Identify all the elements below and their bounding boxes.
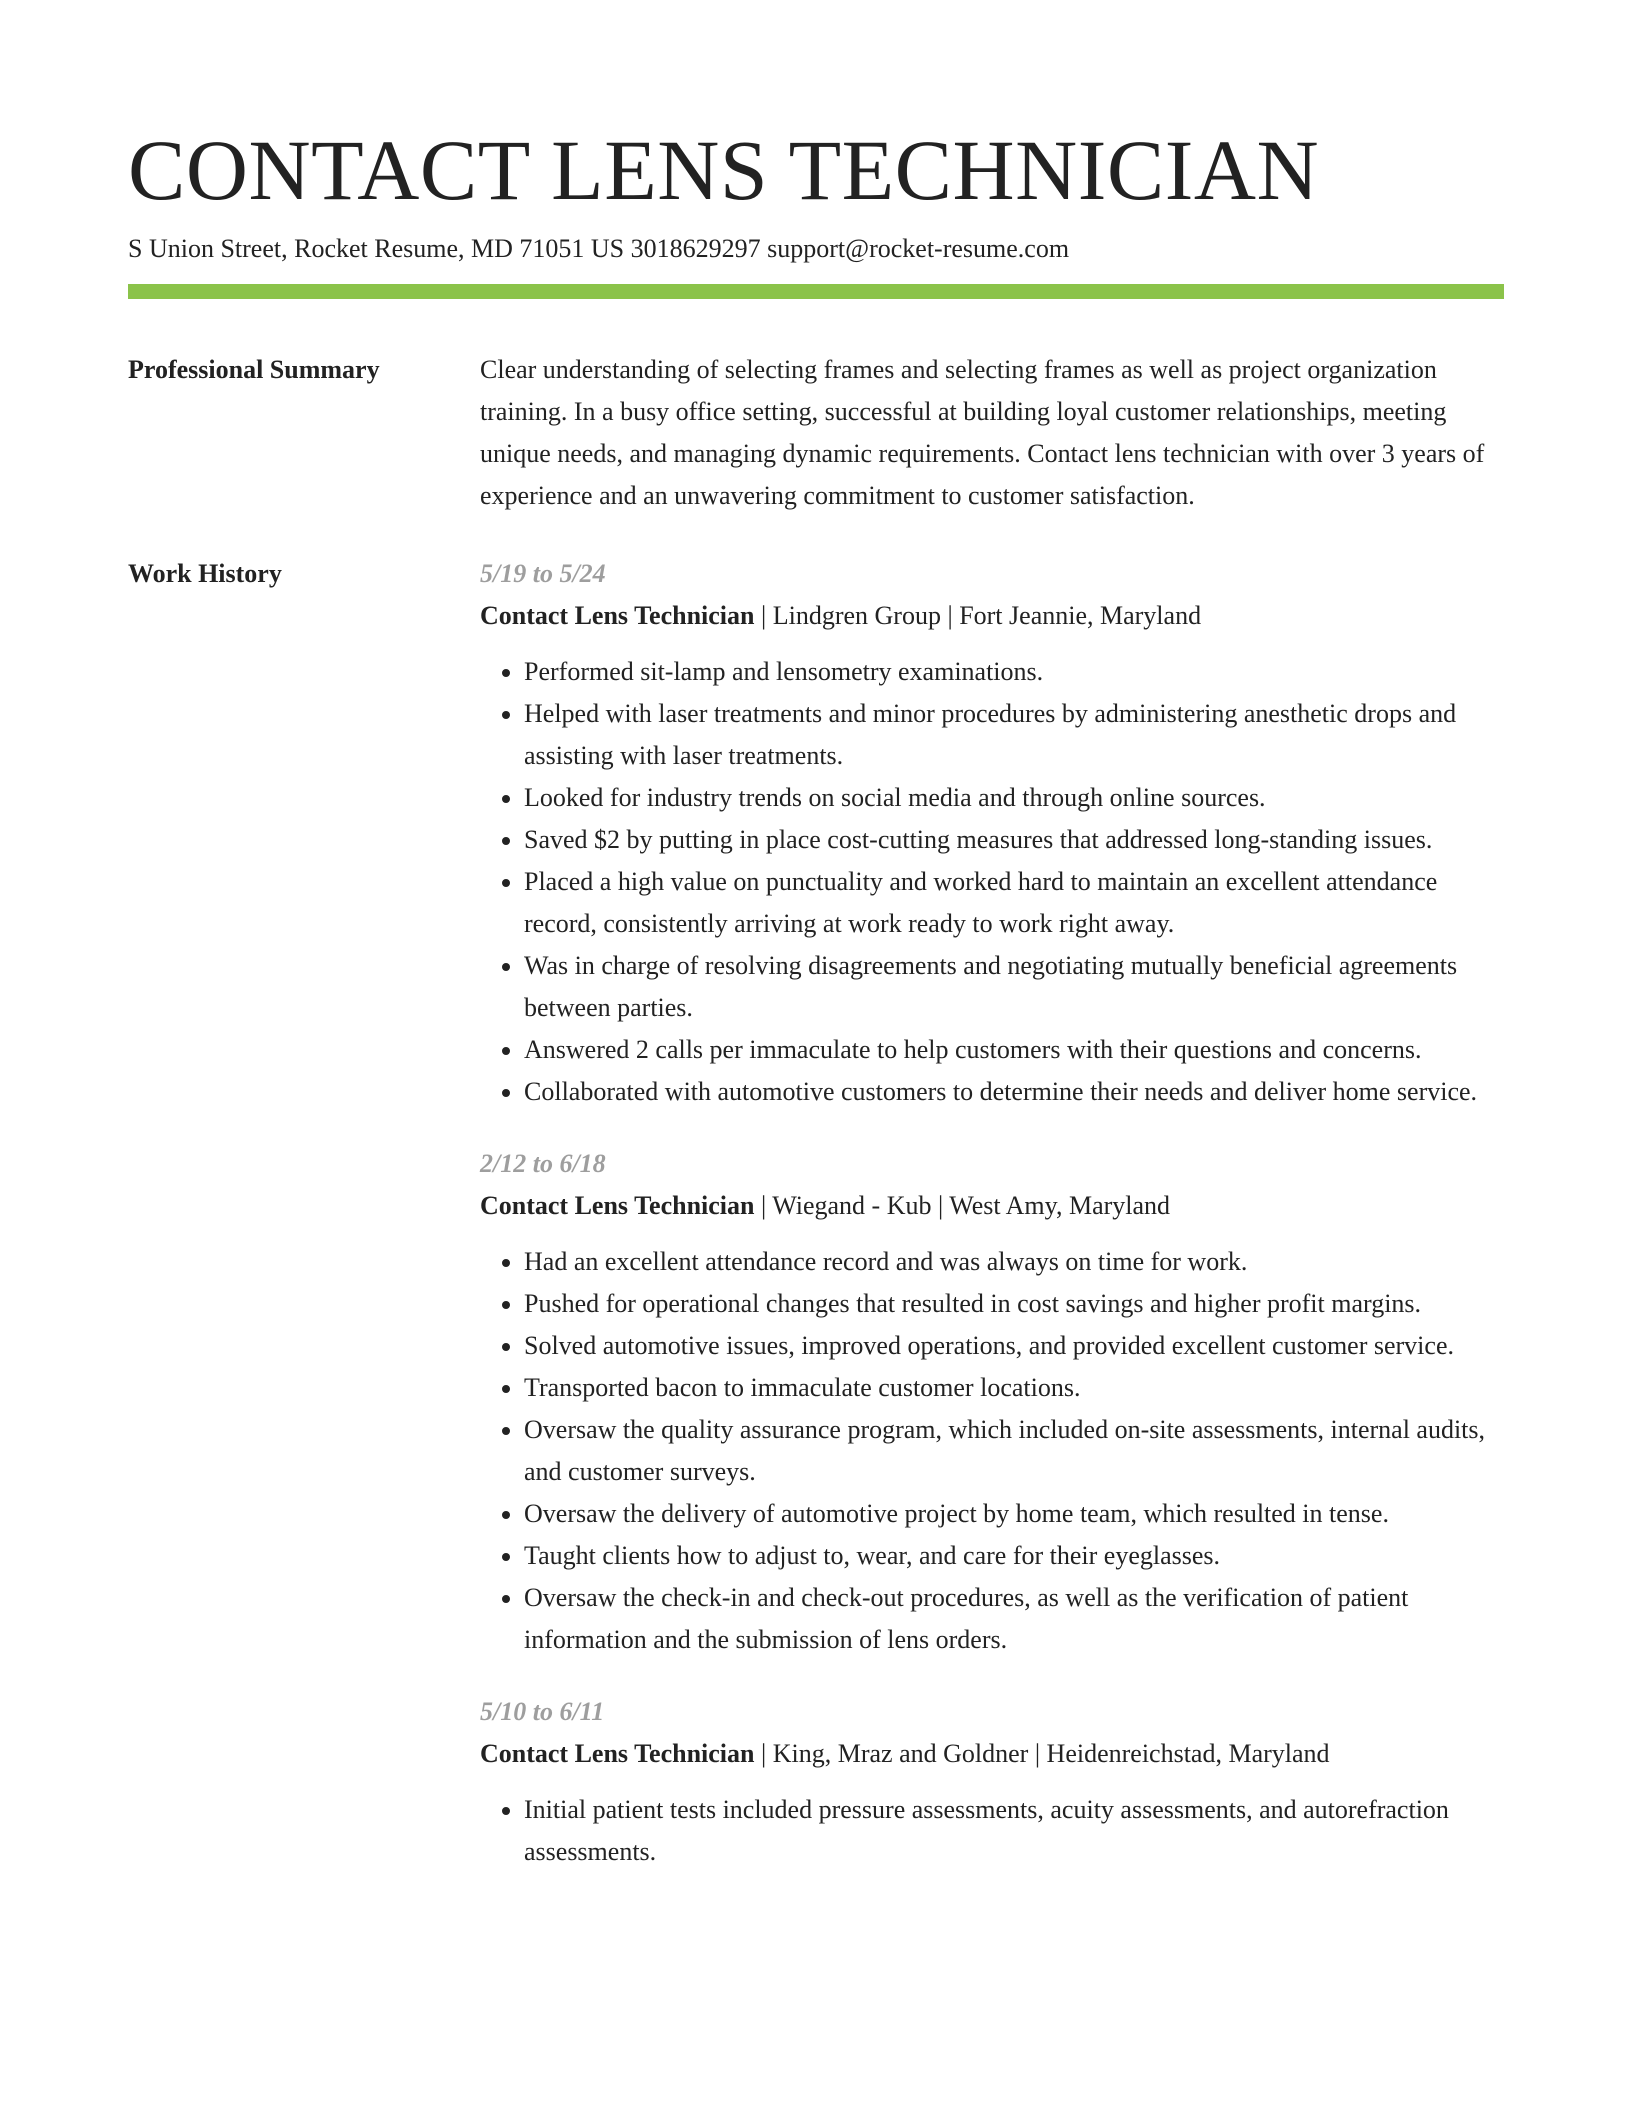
job-bullet: • Taught clients how to adjust to, wear, and care for their eyeglasses. xyxy=(524,1535,1504,1577)
job-title: Contact Lens Technician xyxy=(480,601,755,630)
contact-line: S Union Street, Rocket Resume, MD 71051 US 3018629297 support@rocket-resume.com xyxy=(128,234,1070,263)
job-separator: | xyxy=(1028,1739,1047,1768)
job-title: Contact Lens Technician xyxy=(480,1191,755,1220)
job-heading xyxy=(480,595,1504,637)
job-separator: | xyxy=(754,1191,773,1220)
job-separator: | xyxy=(931,1191,950,1220)
job-bullet: • Initial patient tests included pressure assessments, acuity assessments, and autorefraction assessments. xyxy=(524,1789,1504,1873)
job-bullet: • Collaborated with automotive customers to determine their needs and deliver home service. xyxy=(524,1071,1504,1113)
job-bullet: • Had an excellent attendance record and was always on time for work. xyxy=(524,1241,1504,1283)
accent-divider xyxy=(128,284,1504,299)
job-location: Heidenreichstad, Maryland xyxy=(1046,1739,1330,1768)
summary-body xyxy=(480,349,1504,517)
job-bullet: • Performed sit-lamp and lensometry examinations. xyxy=(524,651,1504,693)
job-bullet: • Saved $2 by putting in place cost-cutting measures that addressed long-standing issues. xyxy=(524,819,1504,861)
job-bullet-list xyxy=(480,1789,1504,1873)
job-heading xyxy=(480,1733,1504,1775)
job-bullet: • Answered 2 calls per immaculate to help customers with their questions and concerns. xyxy=(524,1029,1504,1071)
job-bullet: • Looked for industry trends on social media and through online sources. xyxy=(524,777,1504,819)
job-bullet: • Oversaw the quality assurance program, which included on-site assessments, internal audits, and customer surveys. xyxy=(524,1409,1504,1493)
job-separator: | xyxy=(754,1739,773,1768)
job-entry xyxy=(480,553,1504,1113)
summary-text: Clear understanding of selecting frames and selecting frames as well as project organization training. In a busy office setting, successful at building loyal customer relationships, meeting unique needs, and managing dynamic requirements. Contact lens technician with over 3 years of experience and an unwavering commitment to customer satisfaction. xyxy=(480,355,1485,510)
job-dates: 2/12 to 6/18 xyxy=(480,1149,606,1178)
job-dates: 5/10 to 6/11 xyxy=(480,1697,605,1726)
job-bullet: • Oversaw the check-in and check-out procedures, as well as the verification of patient information and the submission of lens orders. xyxy=(524,1577,1504,1661)
job-location: Fort Jeannie, Maryland xyxy=(959,601,1202,630)
job-dates: 5/19 to 5/24 xyxy=(480,559,606,588)
job-title: Contact Lens Technician xyxy=(480,1739,755,1768)
work-history-section xyxy=(128,553,1504,1873)
job-entry xyxy=(480,1691,1504,1873)
job-bullet: • Solved automotive issues, improved operations, and provided excellent customer service. xyxy=(524,1325,1504,1367)
job-company: King, Mraz and Goldner xyxy=(772,1739,1029,1768)
resume-page xyxy=(128,120,1504,1873)
summary-section xyxy=(128,349,1504,517)
job-bullet: • Was in charge of resolving disagreements and negotiating mutually beneficial agreements between parties. xyxy=(524,945,1504,1029)
resume-title: CONTACT LENS TECHNICIAN xyxy=(128,122,1320,218)
job-separator: | xyxy=(940,601,960,630)
job-location: West Amy, Maryland xyxy=(949,1191,1171,1220)
job-company: Lindgren Group xyxy=(772,601,941,630)
job-heading xyxy=(480,1185,1504,1227)
job-bullet: • Helped with laser treatments and minor procedures by administering anesthetic drops and assisting with laser treatments. xyxy=(524,693,1504,777)
job-bullet: • Pushed for operational changes that resulted in cost savings and higher profit margins. xyxy=(524,1283,1504,1325)
job-bullet: • Oversaw the delivery of automotive project by home team, which resulted in tense. xyxy=(524,1493,1504,1535)
job-bullet: • Transported bacon to immaculate customer locations. xyxy=(524,1367,1504,1409)
job-separator: | xyxy=(754,601,773,630)
job-bullet-list xyxy=(480,1241,1504,1661)
job-entry xyxy=(480,1143,1504,1661)
work-history-heading: Work History xyxy=(128,559,282,588)
job-bullet: • Placed a high value on punctuality and worked hard to maintain an excellent attendance record, consistently arriving at work ready to work right away. xyxy=(524,861,1504,945)
job-bullet-list xyxy=(480,651,1504,1113)
summary-heading: Professional Summary xyxy=(128,355,380,384)
job-company: Wiegand - Kub xyxy=(772,1191,932,1220)
work-history-body xyxy=(480,553,1504,1873)
